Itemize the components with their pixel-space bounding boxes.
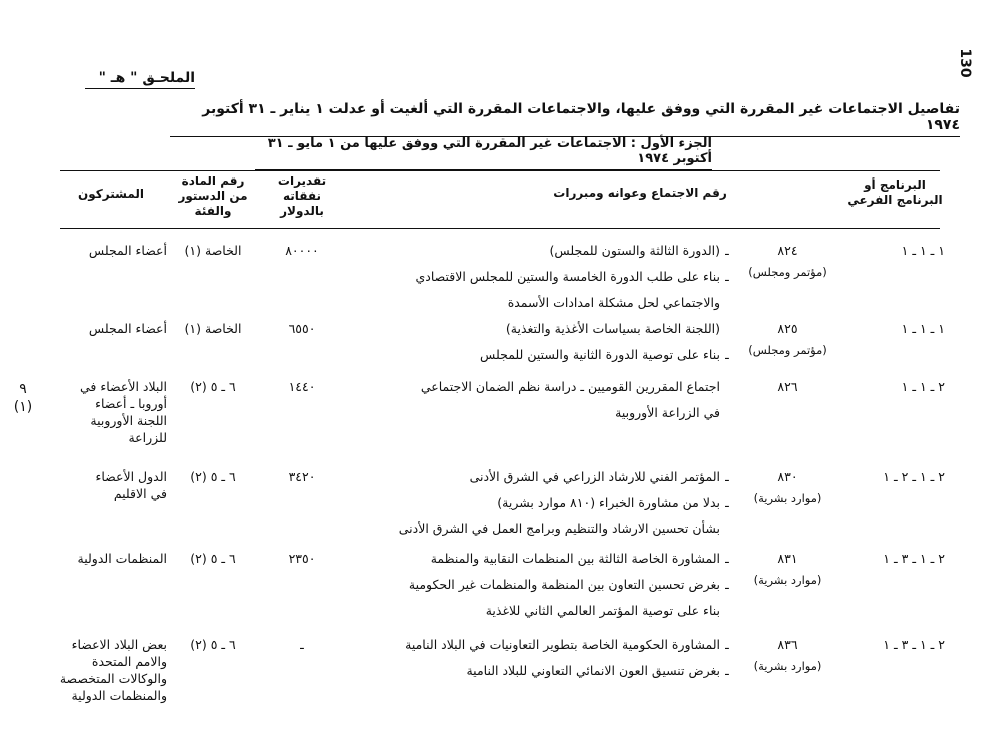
- meeting-number: ٨٢٦: [777, 379, 798, 394]
- table-top-rule: [60, 170, 940, 171]
- line-dash: ـ: [725, 243, 729, 258]
- meeting-description-line: بناء على طلب الدورة الخامسة والستين للمجلس الاقتصادي: [415, 269, 720, 284]
- page-number: 130: [957, 48, 973, 78]
- cost-estimate: ٢٣٥٠: [288, 551, 316, 566]
- cost-estimate: ٣٤٢٠: [288, 469, 316, 484]
- meeting-description-line: (الدورة الثالثة والستون للمجلس): [549, 243, 720, 258]
- cost-estimate: ـ: [300, 637, 304, 652]
- participants: أعضاء المجلس: [88, 321, 167, 336]
- meeting-description-line: والاجتماعي لحل مشكلة امدادات الأسمدة: [507, 295, 720, 310]
- cost-estimate: ٨٠٠٠٠: [285, 243, 319, 258]
- meeting-category: (مؤتمر ومجلس): [748, 343, 827, 357]
- meeting-description-line: بناء على توصية المؤتمر العالمي الثاني للاغذية: [485, 603, 720, 618]
- meeting-number: ٨٣١: [777, 551, 798, 566]
- header-meeting: رقم الاجتماع وعوانه ومبررات: [553, 186, 727, 200]
- constitution-article: ٦ ـ ٥ (٢): [190, 379, 236, 394]
- cost-estimate: ٦٥٥٠: [288, 321, 316, 336]
- part-title: الجزء الأول : الاجتماعات غير المقررة التي ووفق عليها من ١ مايو ـ ٣١ أكتوبر ١٩٧٤: [255, 136, 712, 170]
- line-dash: ـ: [725, 469, 729, 484]
- header-article: رقم المادة من الدستور والفئة: [178, 174, 248, 218]
- line-dash: ـ: [725, 577, 729, 592]
- document-title: تفاصيل الاجتماعات غير المقررة التي ووفق عليها، والاجتماعات المقررة التي ألغيت أو عدلت ١ يناير ـ ٣١ أكتوبر ١٩٧٤: [170, 101, 960, 137]
- meeting-category: (مؤتمر ومجلس): [748, 265, 827, 279]
- program-code: ٢ ـ ١ ـ ٣ ـ ١: [883, 551, 945, 566]
- meeting-number: ٨٣٦: [777, 637, 798, 652]
- line-dash: ـ: [725, 637, 729, 652]
- participants: المنظمات الدولية: [77, 551, 167, 566]
- meeting-description-line: بشأن تحسين الارشاد والتنظيم وبرامج العمل في الشرق الأدنى: [398, 521, 720, 536]
- program-code: ١ ـ ١ ـ ١: [901, 321, 945, 336]
- line-dash: ـ: [725, 551, 729, 566]
- program-code: ١ ـ ١ ـ ١: [901, 243, 945, 258]
- meeting-number: ٨٢٤: [777, 243, 798, 258]
- margin-mark: ٩ (١): [13, 381, 33, 415]
- line-dash: ـ: [725, 663, 729, 678]
- table-header-rule: [60, 228, 940, 229]
- cost-estimate: ١٤٤٠: [288, 379, 316, 394]
- constitution-article: ٦ ـ ٥ (٢): [190, 637, 236, 652]
- line-dash: ـ: [725, 269, 729, 284]
- program-code: ٢ ـ ١ ـ ٣ ـ ١: [883, 637, 945, 652]
- meeting-description-line: بناء على توصية الدورة الثانية والستين للمجلس: [480, 347, 720, 362]
- meeting-description-line: بدلا من مشاورة الخبراء (٨١٠ موارد بشرية): [497, 495, 720, 510]
- meeting-number: ٨٣٠: [777, 469, 798, 484]
- meeting-description-line: اجتماع المقررين القوميين ـ دراسة نظم الضمان الاجتماعي: [420, 379, 720, 394]
- participants: بعض البلاد الاعضاء والامم المتحدة والوكالات المتخصصة والمنظمات الدولية: [59, 637, 167, 703]
- participants: البلاد الأعضاء في أوروبا ـ أعضاء اللجنة الأوروبية للزراعة: [79, 379, 167, 445]
- header-participants: المشتركون: [78, 187, 144, 201]
- meeting-description-line: المشاورة الحكومية الخاصة بتطوير التعاونيات في البلاد النامية: [405, 637, 720, 652]
- program-code: ٢ ـ ١ ـ ٢ ـ ١: [883, 469, 945, 484]
- program-code: ٢ ـ ١ ـ ١: [901, 379, 945, 394]
- participants: الدول الأعضاء في الاقليم: [95, 469, 167, 501]
- annex-title: الملحـق " هـ ": [85, 70, 195, 89]
- header-program: البرنامج أو البرنامج الفرعي: [847, 178, 943, 207]
- meeting-description-line: في الزراعة الأوروبية: [615, 405, 720, 420]
- constitution-article: الخاصة (١): [184, 243, 242, 258]
- meeting-category: (موارد بشرية): [753, 573, 822, 587]
- meeting-description-line: بغرض تحسين التعاون بين المنظمة والمنظمات غير الحكومية: [408, 577, 720, 592]
- line-dash: ـ: [725, 347, 729, 362]
- meeting-description-line: بغرض تنسيق العون الانمائي التعاوني للبلاد النامية: [466, 663, 720, 678]
- line-dash: ـ: [725, 495, 729, 510]
- constitution-article: الخاصة (١): [184, 321, 242, 336]
- meeting-category: (موارد بشرية): [753, 491, 822, 505]
- constitution-article: ٦ ـ ٥ (٢): [190, 551, 236, 566]
- meeting-description-line: المؤتمر الفني للارشاد الزراعي في الشرق الأدنى: [469, 469, 720, 484]
- meeting-number: ٨٢٥: [777, 321, 798, 336]
- meeting-description-line: المشاورة الخاصة الثالثة بين المنظمات النقابية والمنظمة: [430, 551, 720, 566]
- meeting-description-line: (اللجنة الخاصة بسياسات الأغذية والتغذية): [505, 321, 720, 336]
- meeting-category: (موارد بشرية): [753, 659, 822, 673]
- constitution-article: ٦ ـ ٥ (٢): [190, 469, 236, 484]
- participants: أعضاء المجلس: [88, 243, 167, 258]
- header-cost: تقديرات نفقاته بالدولار: [277, 174, 327, 218]
